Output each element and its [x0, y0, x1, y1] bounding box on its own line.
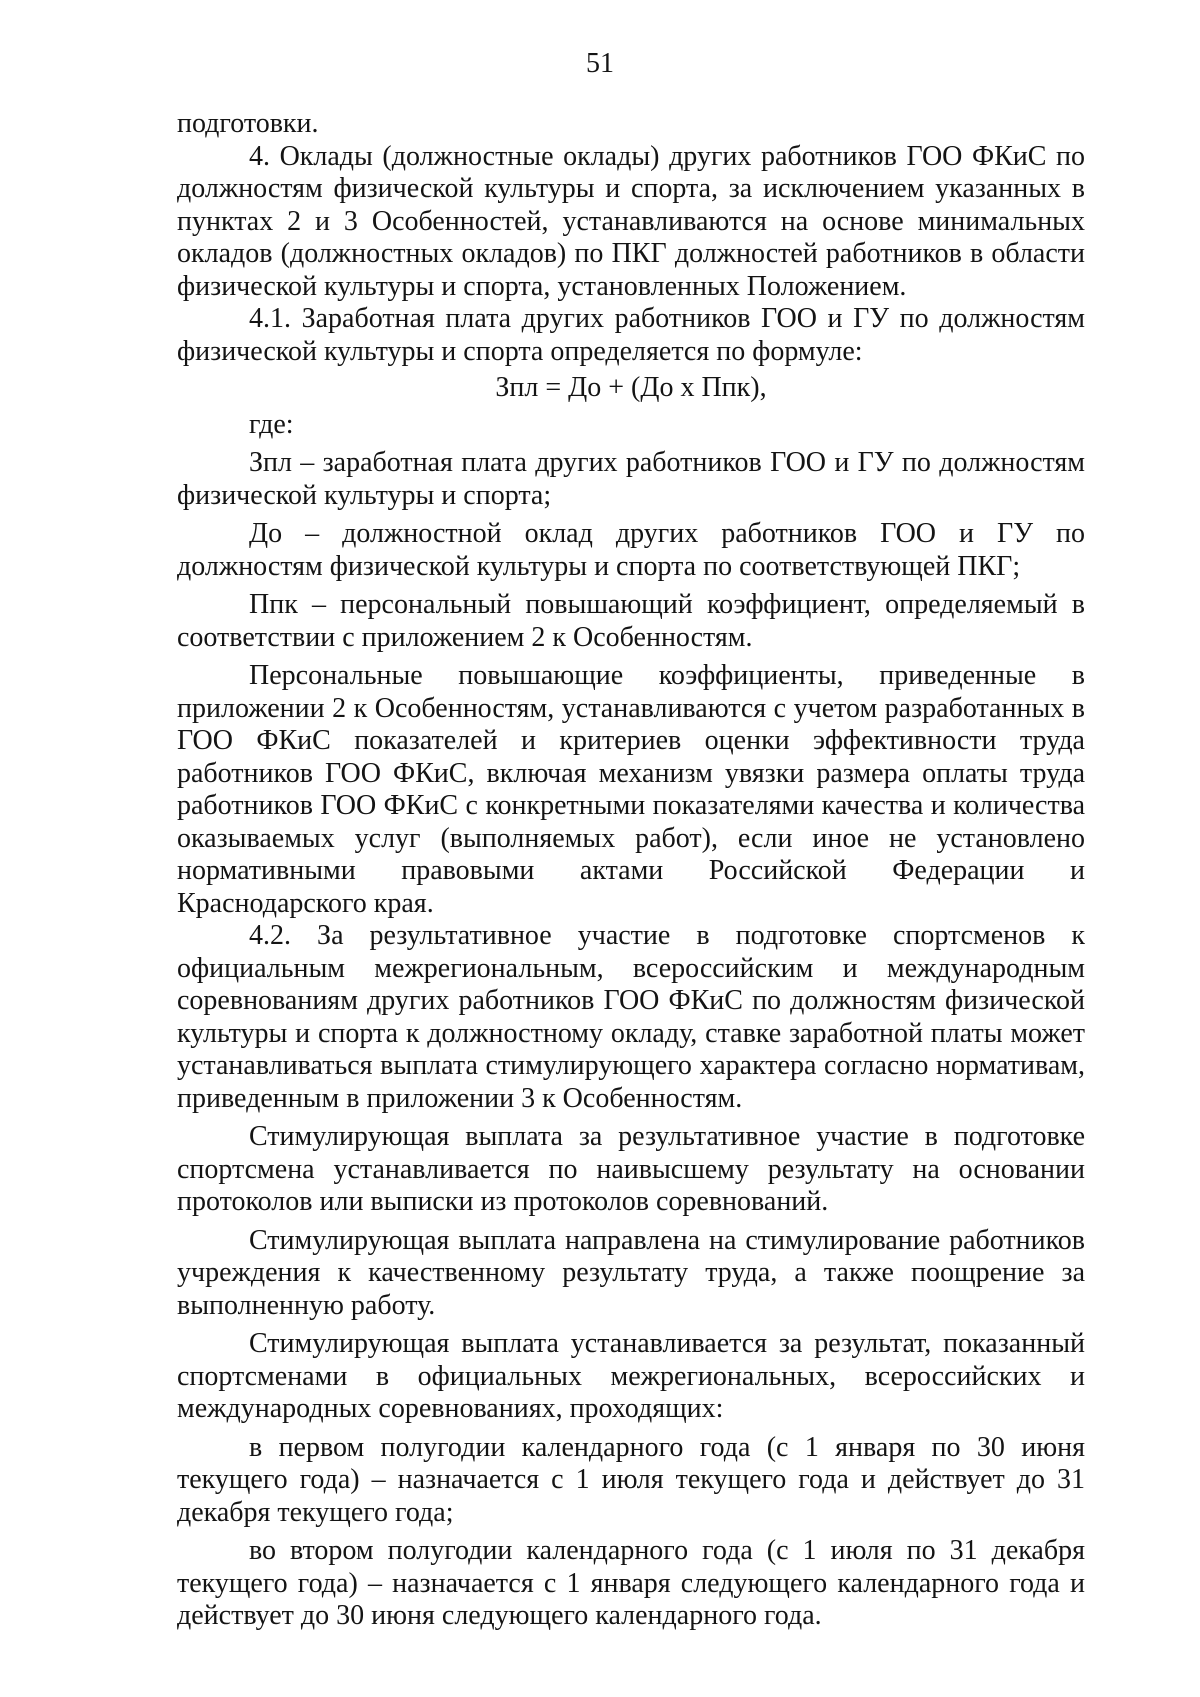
- paragraph: во втором полугодии календарного года (с 1 июля по 31 декабря текущего года) – назначается с 1 января следующего календарного года и действует до 30 июня следующего календарного года.: [177, 1535, 1085, 1631]
- paragraph: подготовки.: [177, 108, 319, 139]
- paragraph: Стимулирующая выплата направлена на стимулирование работников учреждения к качественному результату труда, а также поощрение за выполненную работу.: [177, 1224, 1085, 1321]
- paragraph: Стимулирующая выплата за результативное участие в подготовке спортсмена устанавливается по наивысшему результату на основании протоколов или выписки из протоколов соревнований.: [177, 1121, 1085, 1217]
- paragraph: где:: [249, 408, 294, 440]
- document-body: [177, 108, 1085, 1633]
- paragraph: 4. Оклады (должностные оклады) других работников ГОО ФКиС по должностям физической культуры и спорта, за исключением указанных в пунктах 2 и 3 Особенностей, устанавливаются на основе минимальных окладов (должностных окладов) по ПКГ должностей работников в области физической культуры и спорта, установленных Положением.: [177, 140, 1085, 302]
- paragraph: 4.1. Заработная плата других работников ГОО и ГУ по должностям физической культуры и спорта определяется по формуле:: [177, 303, 1085, 367]
- paragraph: Ппк – персональный повышающий коэффициент, определяемый в соответствии с приложением 2 к Особенностям.: [177, 589, 1085, 653]
- paragraph: Персональные повышающие коэффициенты, приведенные в приложении 2 к Особенностям, устанавливаются с учетом разработанных в ГОО ФКиС показателей и критериев оценки эффективности труда работников ГОО ФКиС, включая механизм увязки размера оплаты труда работников ГОО ФКиС с конкретными показателями качества и количества оказываемых услуг (выполняемых работ), если иное не установлено нормативными правовыми актами Российской Федерации и Краснодарского края.: [177, 660, 1085, 919]
- paragraph: До – должностной оклад других работников ГОО и ГУ по должностям физической культуры и спорта по соответствующей ПКГ;: [177, 518, 1085, 582]
- page-number: 51: [586, 48, 614, 79]
- formula: Зпл = До + (До х Ппк),: [495, 372, 767, 403]
- paragraph: 4.2. За результативное участие в подготовке спортсменов к официальным межрегиональным, всероссийским и международным соревнованиям других работников ГОО ФКиС по должностям физической культуры и спорта к должностному окладу, ставке заработной платы может устанавливаться выплата стимулирующего характера согласно нормативам, приведенным в приложении 3 к Особенностям.: [177, 920, 1085, 1114]
- paragraph: в первом полугодии календарного года (с 1 января по 30 июня текущего года) – назначается с 1 июля текущего года и действует до 31 декабря текущего года;: [177, 1431, 1085, 1528]
- paragraph: Стимулирующая выплата устанавливается за результат, показанный спортсменами в официальных межрегиональных, всероссийских и международных соревнованиях, проходящих:: [177, 1328, 1085, 1424]
- paragraph: Зпл – заработная плата других работников ГОО и ГУ по должностям физической культуры и спорта;: [177, 447, 1085, 511]
